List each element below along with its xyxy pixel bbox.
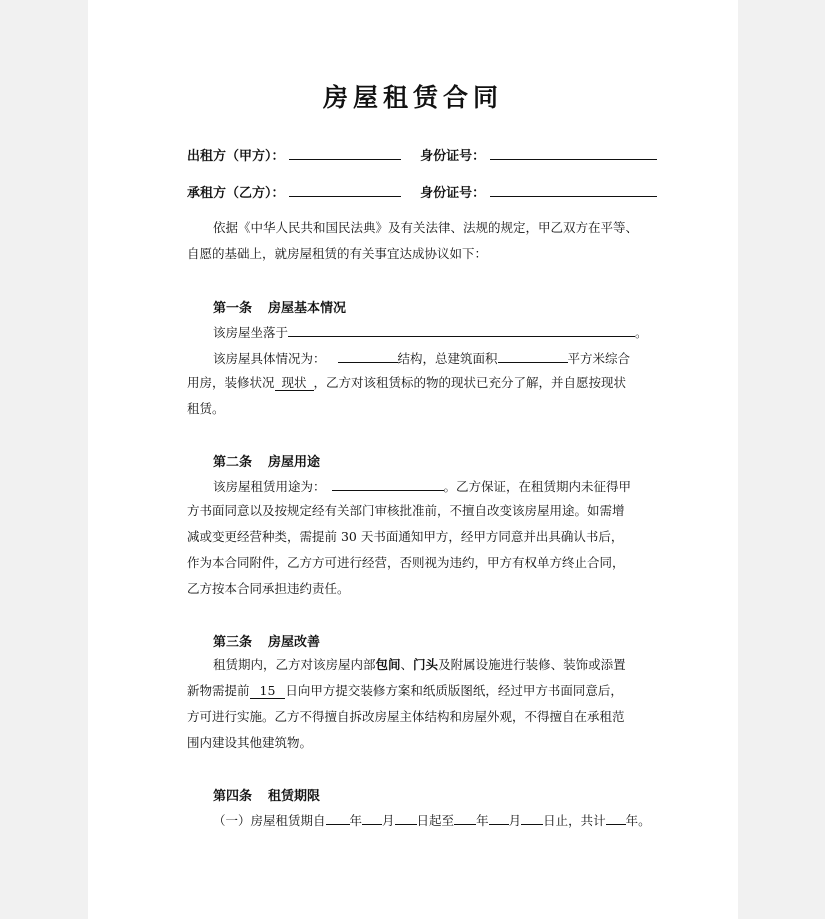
lessee-id-blank[interactable]: [490, 182, 657, 197]
article-line: [213, 656, 626, 674]
article-line: 围内建设其他建筑物。: [187, 735, 313, 750]
year-unit: 年: [349, 813, 363, 828]
article-title: 租赁期限: [268, 789, 321, 804]
lessor-row: [187, 145, 657, 165]
lessor-id-blank[interactable]: [490, 145, 657, 160]
article-heading: [213, 631, 320, 650]
start-day-blank[interactable]: [395, 810, 417, 825]
area-blank[interactable]: [498, 348, 568, 363]
detail-label: 该房屋具体情况为：: [213, 351, 326, 366]
area-label: 结构，总建筑面积: [397, 351, 498, 366]
lessor-id-label: 身份证号：: [420, 149, 486, 164]
article-number: 第三条: [213, 635, 253, 650]
improvement-text: 、: [400, 657, 414, 672]
article-line: 租赁。: [187, 401, 225, 416]
improvement-emphasis: 门头: [413, 657, 439, 672]
decoration-value[interactable]: 现状: [281, 375, 307, 390]
improvement-text: 租赁期内，乙方对该房屋内部: [213, 657, 376, 672]
year-unit: 年: [476, 813, 489, 828]
article-heading: [213, 297, 346, 316]
start-month-blank[interactable]: [362, 810, 382, 825]
article-number: 第二条: [213, 455, 253, 470]
notice-text: 日向甲方提交装修方案和纸质版图纸，经过甲方书面同意后，: [285, 683, 623, 698]
intro-line: 依据《中华人民共和国民法典》及有关法律、法规的规定，甲乙双方在平等、: [213, 220, 639, 235]
decoration-label: 用房，装修状况: [187, 375, 275, 390]
lessee-id-label: 身份证号：: [420, 186, 486, 201]
end-year-blank[interactable]: [454, 810, 476, 825]
lessor-name-blank[interactable]: [289, 145, 401, 160]
decoration-text: ，乙方对该租赁标的物的现状已充分了解，并自愿按现状: [313, 375, 627, 390]
lessee-row: [187, 182, 657, 202]
article-title: 房屋基本情况: [268, 301, 347, 316]
month-unit: 月: [508, 813, 522, 828]
article-line: 乙方按本合同承担违约责任。: [187, 581, 350, 596]
lessee-label: 承租方（乙方）：: [187, 186, 285, 201]
start-year-blank[interactable]: [326, 810, 350, 825]
end-month-blank[interactable]: [489, 810, 509, 825]
area-unit: 平方米综合: [567, 351, 631, 366]
article-line: 作为本合同附件，乙方方可进行经营，否则视为违约，甲方有权单方终止合同，: [187, 555, 625, 570]
article-line: [213, 476, 631, 496]
usage-blank[interactable]: [332, 476, 444, 491]
article-number: 第一条: [213, 301, 253, 316]
until-text: 日止，共计: [543, 813, 606, 828]
usage-label: 该房屋租赁用途为：: [213, 479, 326, 494]
article-line: 方书面同意以及按规定经有关部门审核批准前，不擅自改变该房屋用途。如需增: [187, 503, 625, 518]
article-title: 房屋用途: [268, 455, 321, 470]
article-line: 方可进行实施。乙方不得擅自拆改房屋主体结构和房屋外观，不得擅自在承租范: [187, 709, 625, 724]
article-line: [187, 374, 626, 392]
contract-page: [88, 0, 738, 919]
year-unit: 年。: [625, 813, 651, 828]
notice-label: 新物需提前: [187, 683, 250, 698]
month-unit: 月: [382, 813, 395, 828]
usage-text: 。乙方保证，在租赁期内未征得甲: [443, 479, 632, 494]
article-line: [213, 810, 651, 830]
lessee-name-blank[interactable]: [289, 182, 401, 197]
article-line: [213, 322, 648, 342]
structure-blank[interactable]: [338, 348, 398, 363]
improvement-emphasis: 包间: [375, 657, 401, 672]
article-line: [187, 682, 623, 700]
article-number: 第四条: [213, 789, 253, 804]
intro-line: 自愿的基础上，就房屋租赁的有关事宜达成协议如下：: [187, 246, 488, 261]
total-years-blank[interactable]: [606, 810, 626, 825]
location-label: 该房屋坐落于: [213, 325, 289, 340]
location-suffix: 。: [635, 325, 648, 340]
from-text: 日起至: [416, 813, 455, 828]
lessor-label: 出租方（甲方）：: [187, 149, 285, 164]
notice-days-value[interactable]: 15: [259, 683, 276, 698]
improvement-text: 及附属设施进行装修、装饰或添置: [438, 657, 626, 672]
term-label: （一）房屋租赁期自: [213, 813, 326, 828]
article-heading: [213, 785, 320, 804]
article-line: [213, 348, 630, 368]
end-day-blank[interactable]: [521, 810, 543, 825]
article-title: 房屋改善: [268, 635, 321, 650]
page-title: 房屋租赁合同: [322, 83, 503, 112]
article-heading: [213, 451, 320, 470]
article-line: 减或变更经营种类，需提前 30 天书面通知甲方，经甲方同意并出具确认书后，: [187, 529, 624, 544]
location-blank[interactable]: [288, 322, 635, 337]
